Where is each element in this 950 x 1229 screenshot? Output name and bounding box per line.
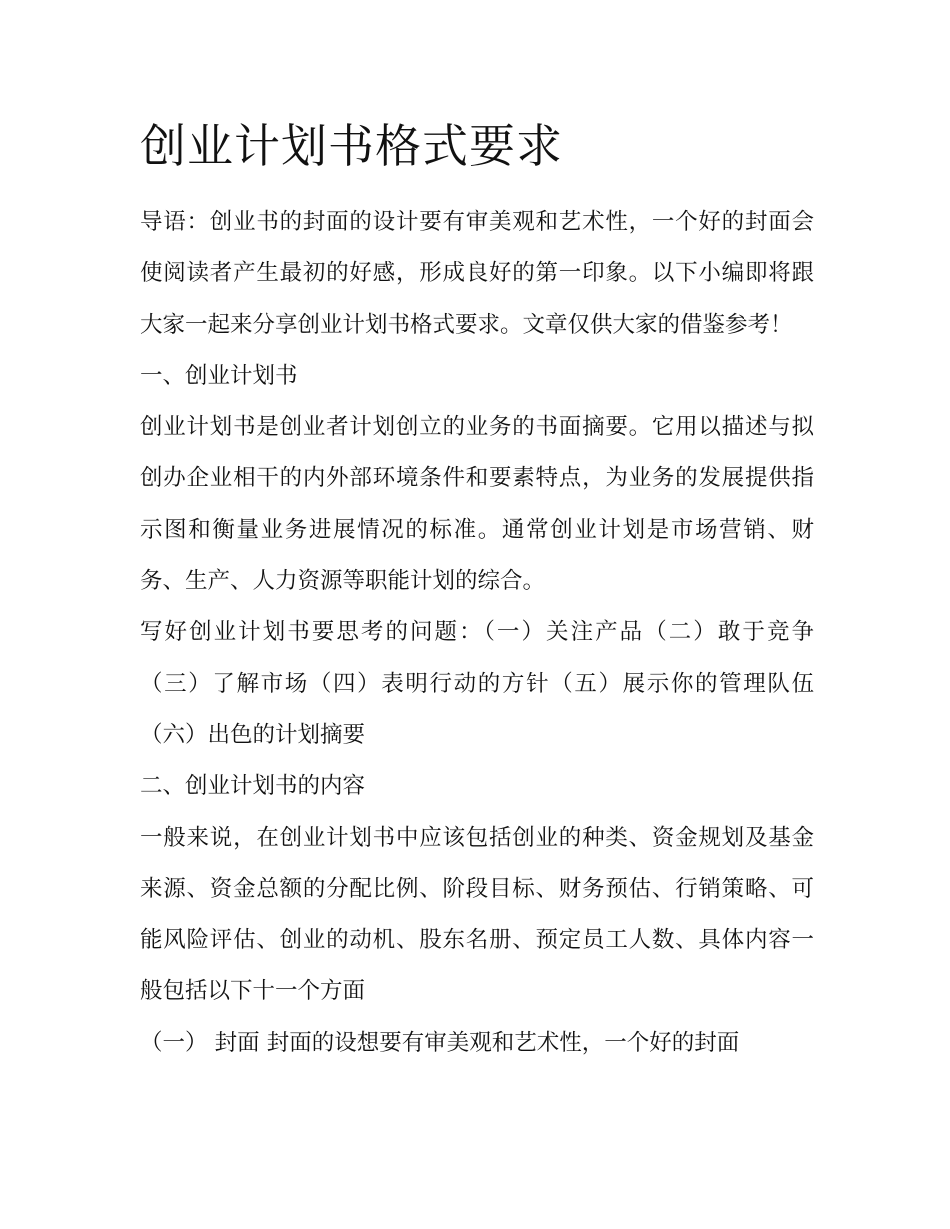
section-2-paragraph: 一般来说，在创业计划书中应该包括创业的种类、资金规划及基金来源、资金总额的分配比例、阶段目标、财务预估、行销策略、可能风险评估、创业的动机、股东名册、预定员工人数、具体内容一般包括以下十一个方面 xyxy=(140,824,814,1005)
document-body xyxy=(140,197,814,1069)
section-1-questions-paragraph: 写好创业计划书要思考的问题：（一）关注产品（二）敢于竞争（三）了解市场（四）表明行动的方针（五）展示你的管理队伍（六）出色的计划摘要 xyxy=(140,619,814,748)
section-1-paragraph: 创业计划书是创业者计划创立的业务的书面摘要。它用以描述与拟创办企业相干的内外部环境条件和要素特点，为业务的发展提供指示图和衡量业务进展情况的标准。通常创业计划是市场营销、财务、生产、人力资源等职能计划的综合。 xyxy=(140,414,814,595)
section-2-cover-paragraph: （一） 封面 封面的设想要有审美观和艺术性，一个好的封面 xyxy=(140,1029,740,1056)
section-2-heading: 二、创业计划书的内容 xyxy=(140,773,366,800)
section-1-heading: 一、创业计划书 xyxy=(140,362,298,389)
intro-paragraph: 导语：创业书的封面的设计要有审美观和艺术性，一个好的封面会使阅读者产生最初的好感，形成良好的第一印象。以下小编即将跟大家一起来分享创业计划书格式要求。文章仅供大家的借鉴参考！ xyxy=(140,209,814,338)
document-title: 创业计划书格式要求 xyxy=(140,119,563,173)
